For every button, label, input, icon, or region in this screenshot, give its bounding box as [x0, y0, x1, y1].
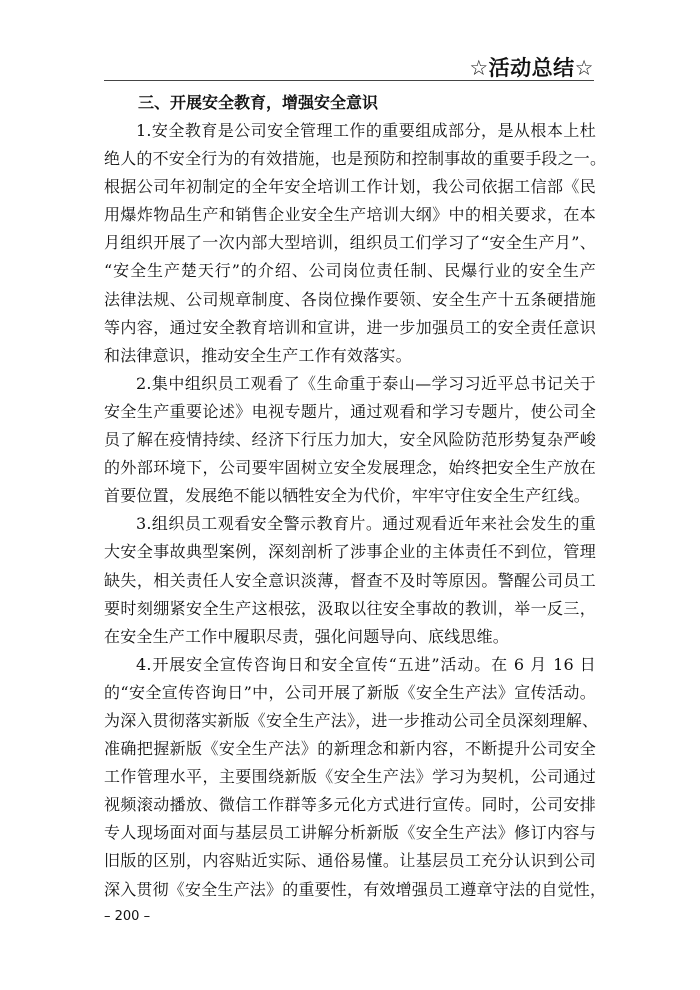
paragraph-2 [104, 370, 596, 510]
paragraph-line: 员了解在疫情持续、经济下行压力加大，安全风险防范形势复杂严峻 [104, 430, 596, 450]
header-rule [104, 80, 594, 81]
paragraph-line: 3.组织员工观看安全警示教育片。通过观看近年来社会发生的重 [136, 514, 596, 534]
paragraph-line: 根据公司年初制定的全年安全培训工作计划，我公司依据工信部《民 [104, 177, 596, 197]
paragraph-line: 准确把握新版《安全生产法》的新理念和新内容，不断提升公司安全 [104, 739, 596, 759]
paragraph-line: 等内容，通过安全教育培训和宣讲，进一步加强员工的安全责任意识 [104, 317, 596, 337]
paragraph-4 [104, 651, 607, 904]
paragraph-line: 1.安全教育是公司安全管理工作的重要组成部分，是从根本上杜 [136, 121, 596, 140]
paragraph-line: 在安全生产工作中履职尽责，强化问题导向、底线思维。 [104, 626, 510, 646]
paragraph-line: 和法律意识，推动安全生产工作有效落实。 [104, 345, 412, 365]
paragraph-line: 4.开展安全宣传咨询日和安全宣传“五进”活动。在 6 月 16 日 [136, 654, 596, 674]
section-heading: 三、开展安全教育，增强安全意识 [138, 93, 379, 112]
header-title: ☆活动总结☆ [469, 56, 594, 80]
paragraph-line: 旧版的区别，内容贴近实际、通俗易懂。让基层员工充分认识到公司 [104, 851, 596, 871]
paragraph-line: 视频滚动播放、微信工作群等多元化方式进行宣传。同时，公司安排 [104, 795, 596, 815]
paragraph-line: 月组织开展了一次内部大型培训，组织员工们学习了“安全生产月”、 [104, 233, 596, 253]
paragraph-line: “安全生产楚天行”的介绍、公司岗位责任制、民爆行业的安全生产 [104, 261, 596, 281]
paragraph-line: 大安全事故典型案例，深刻剖析了涉事企业的主体责任不到位，管理 [104, 542, 596, 562]
document-body [104, 89, 607, 904]
paragraph-line: 的“安全宣传咨询日”中，公司开展了新版《安全生产法》宣传活动。 [104, 682, 596, 702]
paragraph-1 [104, 117, 607, 370]
page-header [104, 52, 594, 80]
paragraph-line: 为深入贯彻落实新版《安全生产法》，进一步推动公司全员深刻理解、 [104, 710, 599, 730]
paragraph-line: 缺失，相关责任人安全意识淡薄，督查不及时等原因。警醒公司员工 [104, 570, 596, 590]
paragraph-line: 深入贯彻《安全生产法》的重要性，有效增强员工遵章守法的自觉性， [104, 879, 607, 899]
paragraph-line: 安全生产重要论述》电视专题片，通过观看和学习专题片，使公司全 [104, 401, 596, 421]
paragraph-line: 绝人的不安全行为的有效措施，也是预防和控制事故的重要手段之一。 [104, 149, 607, 169]
paragraph-line: 用爆炸物品生产和销售企业安全生产培训大纲》中的相关要求，在本 [104, 205, 596, 225]
paragraph-3 [104, 510, 596, 650]
paragraph-line: 的外部环境下，公司要牢固树立安全发展理念，始终把安全生产放在 [104, 458, 596, 478]
page-number: – 200 – [104, 909, 151, 924]
paragraph-line: 专人现场面对面与基层员工讲解分析新版《安全生产法》修订内容与 [104, 823, 596, 843]
paragraph-line: 工作管理水平，主要围绕新版《安全生产法》学习为契机，公司通过 [104, 767, 596, 787]
paragraph-line: 法律法规、公司规章制度、各岗位操作要领、安全生产十五条硬措施 [104, 289, 596, 309]
paragraph-line: 首要位置，发展绝不能以牺牲安全为代价，牢牢守住安全生产红线。 [104, 486, 591, 506]
paragraph-line: 2.集中组织员工观看了《生命重于泰山—学习习近平总书记关于 [136, 373, 596, 393]
paragraph-line: 要时刻绷紧安全生产这根弦，汲取以往安全事故的教训，举一反三， [104, 598, 596, 618]
